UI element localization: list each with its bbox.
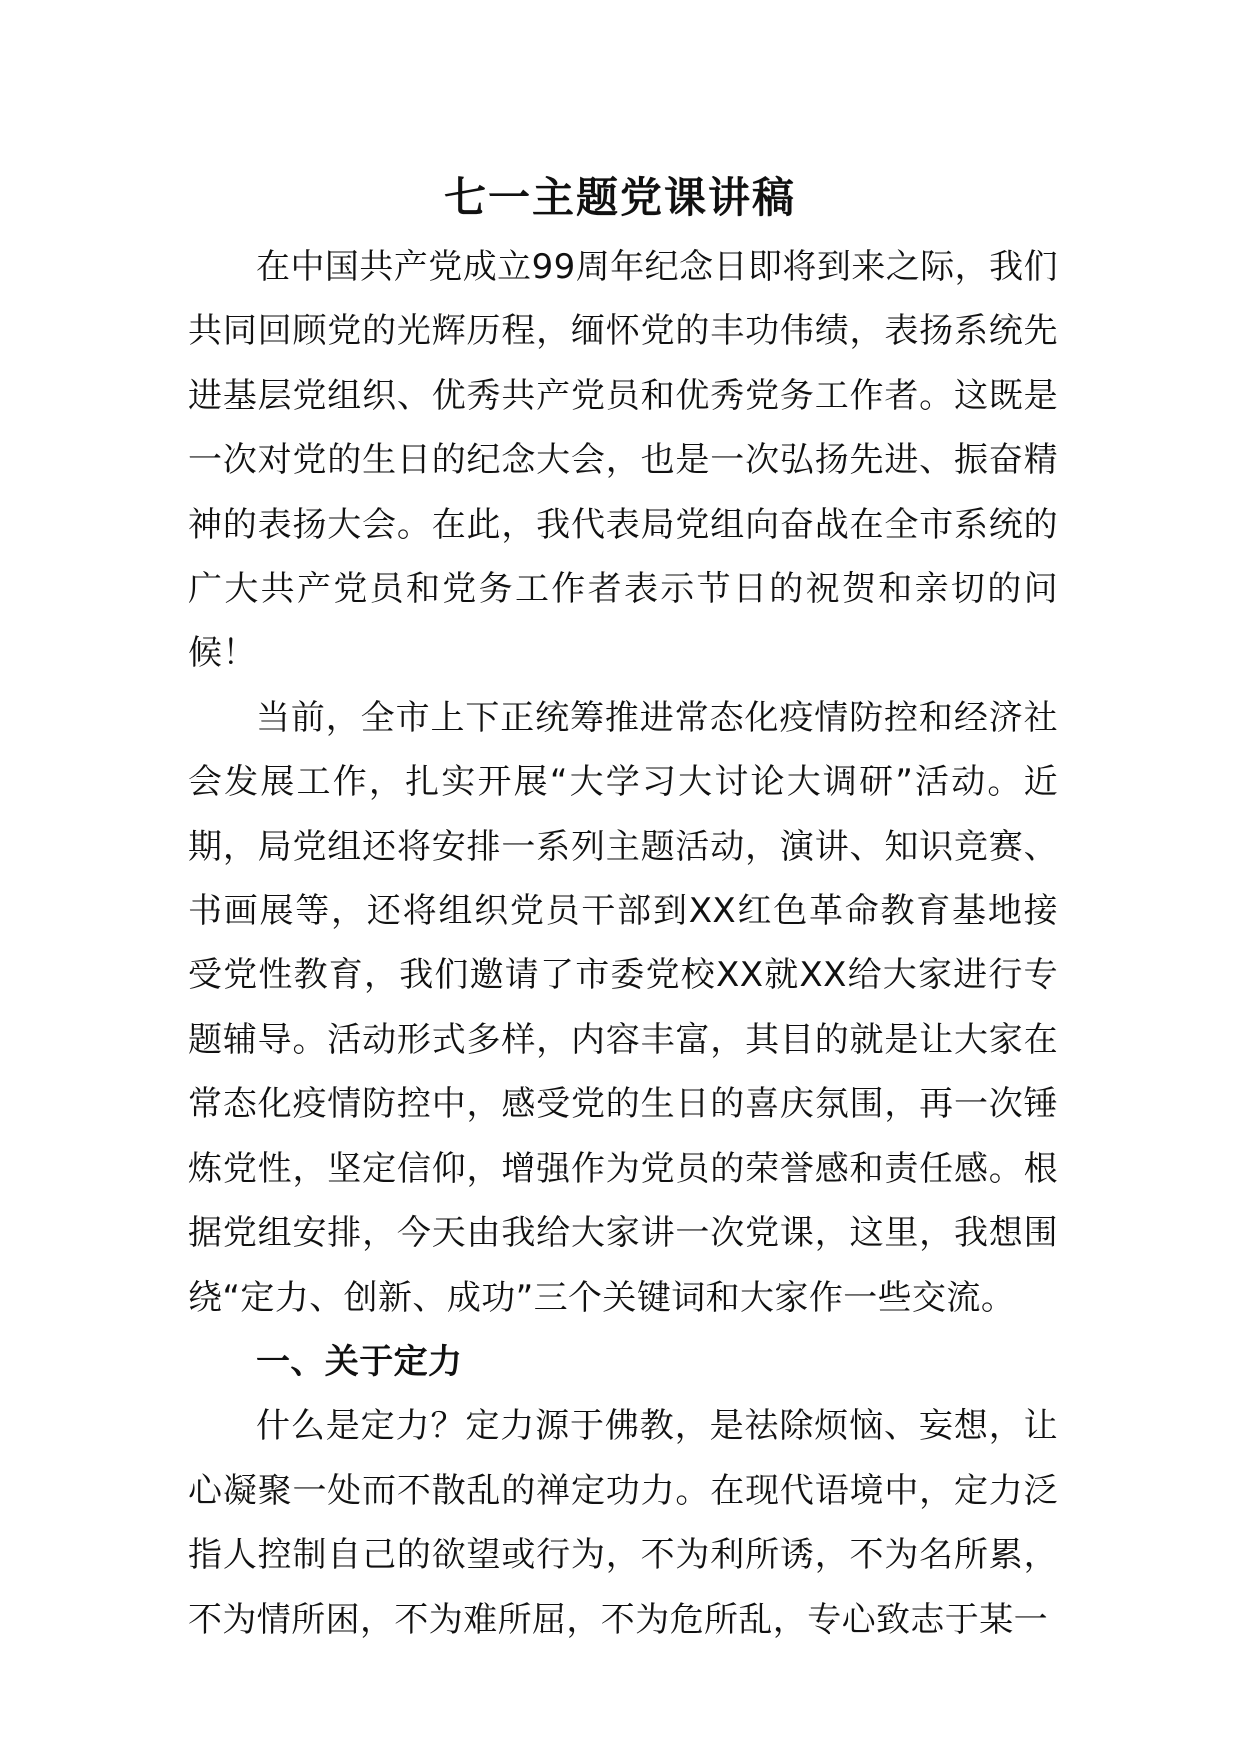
section-heading: 一、关于定力: [256, 1341, 463, 1382]
paragraph-current-activities: 当前，全市上下正统筹推进常态化疫情防控和经济社会发展工作，扎实开展“大学习大讨论大调研”活动。近期，局党组还将安排一系列主题活动，演讲、知识竞赛、书画展等，还将组织党员干部到XX红色革命教育基地接受党性教育，我们邀请了市委党校XX就XX给大家进行专题辅导。活动形式多样，内容丰富，其目的就是让大家在常态化疫情防控中，感受党的生日的喜庆氛围，再一次锤炼党性，坚定信仰，增强作为党员的荣誉感和责任感。根据党组安排，今天由我给大家讲一次党课，这里，我想围绕“定力、创新、成功”三个关键词和大家作一些交流。: [188, 697, 1058, 1318]
paragraph-section-definition: 什么是定力？定力源于佛教，是祛除烦恼、妄想，让心凝聚一处而不散乱的禅定功力。在现代语境中，定力泛指人控制自己的欲望或行为，不为利所诱，不为名所累，不为情所困，不为难所屈，不为危所乱，专心致志于某一: [188, 1406, 1058, 1640]
document-body: [188, 235, 1058, 1652]
paragraph-intro: 在中国共产党成立99周年纪念日即将到来之际，我们共同回顾党的光辉历程，缅怀党的丰功伟绩，表扬系统先进基层党组织、优秀共产党员和优秀党务工作者。这既是一次对党的生日的纪念大会，也是一次弘扬先进、振奋精神的表扬大会。在此，我代表局党组向奋战在全市系统的广大共产党员和党务工作者表示节日的祝贺和亲切的问候！: [188, 247, 1058, 674]
document-title: 七一主题党课讲稿: [443, 173, 796, 222]
